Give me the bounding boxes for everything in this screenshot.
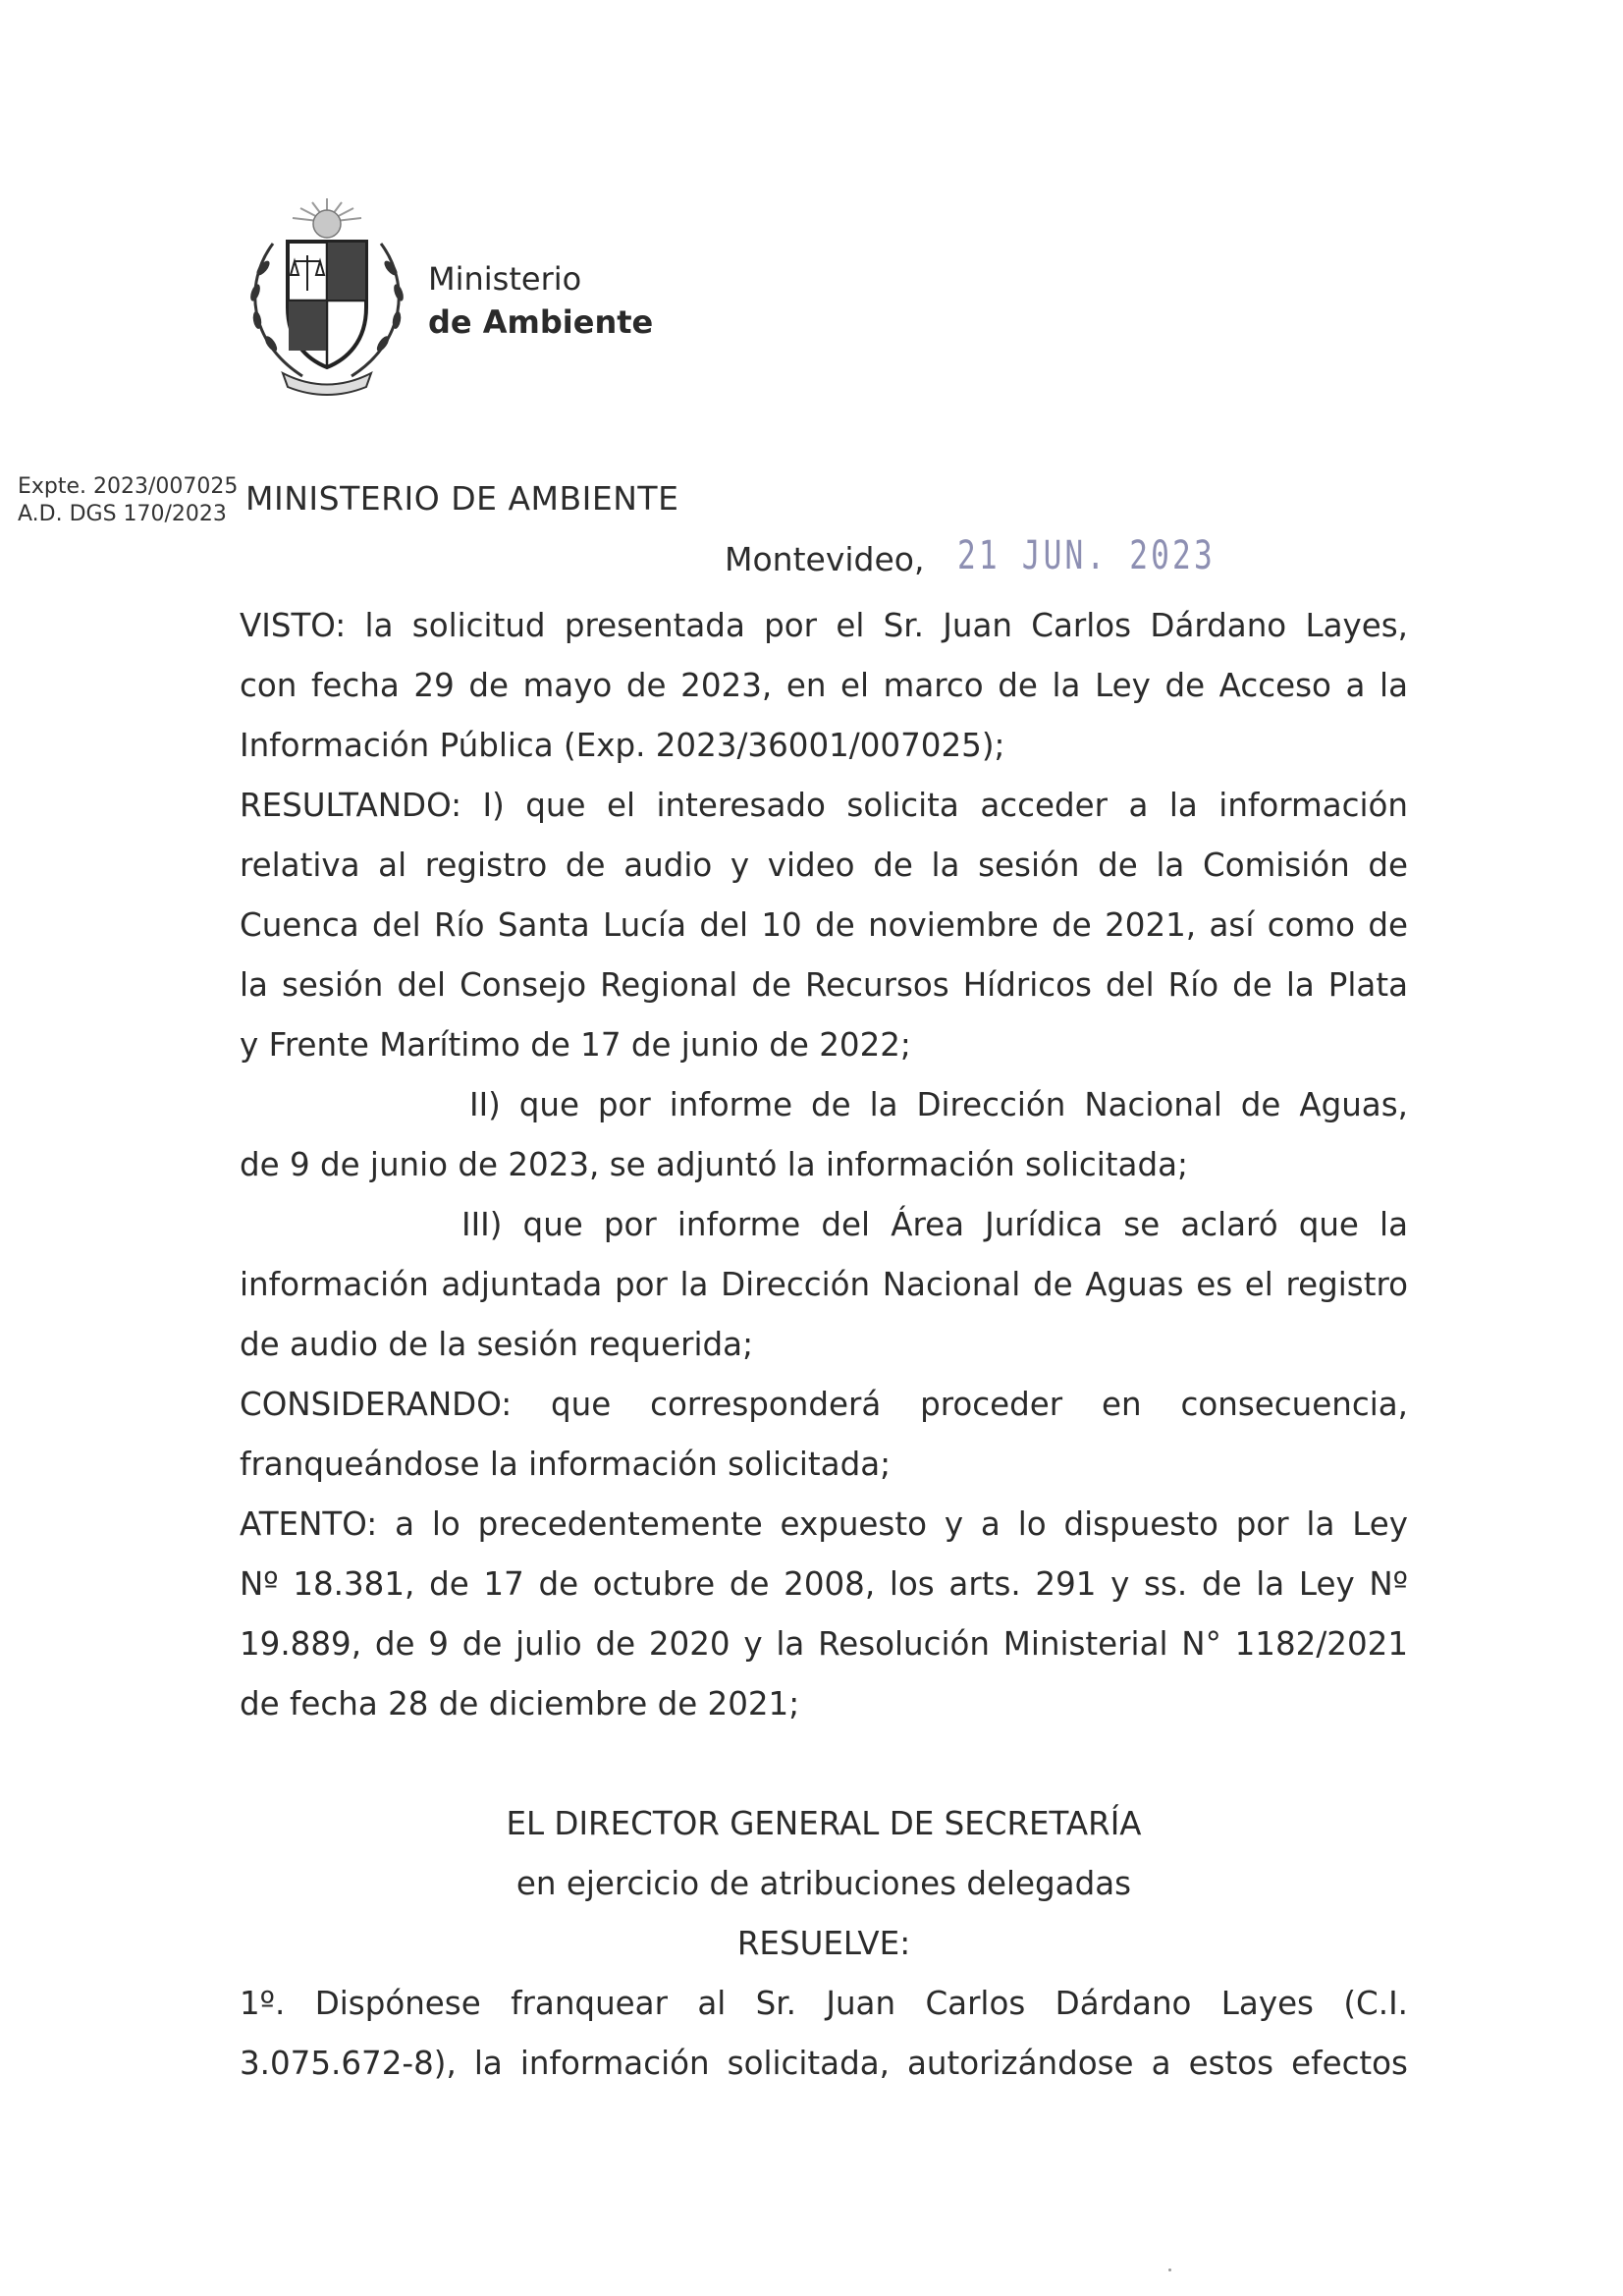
atento-line-4: de fecha 28 de diciembre de 2021;: [240, 1685, 800, 1722]
point-1-line-1: 1º. Dispónese franquear al Sr. Juan Carlos Dárdano Layes (C.I.: [240, 1985, 1408, 2022]
resuelve-heading: RESUELVE:: [736, 1925, 911, 1962]
resultando-1-line-2: relativa al registro de audio y video de la sesión de la Comisión de: [240, 847, 1408, 884]
atento-line-1: ATENTO: a lo precedentemente expuesto y a lo dispuesto por la Ley: [240, 1505, 1408, 1543]
resultando-1-line-3: Cuenca del Río Santa Lucía del 10 de noviembre de 2021, así como de: [240, 906, 1408, 944]
resultando-3-line-3: de audio de la sesión requerida;: [240, 1326, 754, 1363]
director-delegation: en ejercicio de atribuciones delegadas: [515, 1865, 1132, 1902]
ministry-line-1: Ministerio: [428, 260, 582, 298]
expediente-number: Expte. 2023/007025: [18, 474, 239, 499]
resultando-2-line-2: de 9 de junio de 2023, se adjuntó la información solicitada;: [240, 1146, 1188, 1183]
date-stamp: 21 JUN. 2023: [957, 533, 1216, 578]
considerando-line-1: CONSIDERANDO: que corresponderá proceder en consecuencia,: [240, 1386, 1408, 1423]
resultando-3-line-2: información adjuntada por la Dirección Nacional de Aguas es el registro: [240, 1266, 1408, 1303]
ministry-logo-text: [428, 257, 653, 344]
expediente-refs: [18, 473, 238, 528]
considerando-line-2: franqueándose la información solicitada;: [240, 1446, 892, 1483]
atento-line-2: Nº 18.381, de 17 de octubre de 2008, los arts. 291 y ss. de la Ley Nº: [240, 1565, 1408, 1603]
resultando-2-line-1: II) que por informe de la Dirección Nacional de Aguas,: [469, 1086, 1408, 1123]
point-1-line-2: 3.075.672-8), la información solicitada, autorizándose a estos efectos: [240, 2045, 1408, 2082]
city-label: Montevideo,: [725, 540, 925, 578]
resultando-3-line-1: III) que por informe del Área Jurídica se aclaró que la: [461, 1206, 1408, 1243]
scan-speck: [1168, 2269, 1171, 2271]
director-title: EL DIRECTOR GENERAL DE SECRETARÍA: [506, 1805, 1142, 1842]
ministry-line-2: de Ambiente: [428, 303, 654, 341]
coat-of-arms-icon: [234, 194, 420, 401]
atento-line-3: 19.889, de 9 de julio de 2020 y la Resolución Ministerial N° 1182/2021: [240, 1625, 1408, 1663]
visto-line-2: con fecha 29 de mayo de 2023, en el marco de la Ley de Acceso a la: [240, 667, 1408, 704]
document-title: MINISTERIO DE AMBIENTE: [245, 479, 679, 518]
visto-line-1: VISTO: la solicitud presentada por el Sr. Juan Carlos Dárdano Layes,: [240, 607, 1408, 644]
resultando-1-line-4: la sesión del Consejo Regional de Recursos Hídricos del Río de la Plata: [240, 966, 1408, 1004]
resultando-1-line-5: y Frente Marítimo de 17 de junio de 2022;: [240, 1026, 911, 1064]
visto-line-3: Información Pública (Exp. 2023/36001/007025);: [240, 727, 1005, 764]
ad-number: A.D. DGS 170/2023: [18, 502, 227, 526]
resultando-1-line-1: RESULTANDO: I) que el interesado solicita acceder a la información: [240, 787, 1408, 824]
